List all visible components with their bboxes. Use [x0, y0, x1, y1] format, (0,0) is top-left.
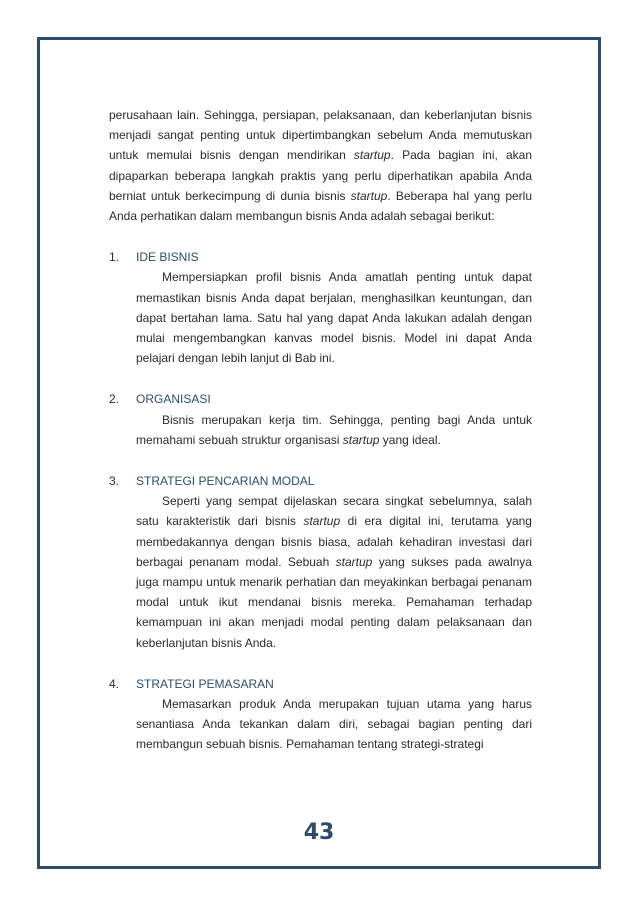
section-heading: IDE BISNIS [136, 250, 199, 265]
section-body [136, 410, 532, 450]
italic-term: startup [335, 554, 373, 569]
text-segment: Seperti yang sempat dijelaskan secara singkat sebelumnya, salah satu karakteristik dari bisnis [136, 494, 532, 529]
section-list [109, 247, 532, 754]
text-segment: perusahaan lain. Sehingga, persiapan, pelaksanaan, dan keberlanjutan bisnis menjadi sangat penting untuk dipertimbangkan sebelum Anda memutuskan untuk memulai bisnis dengan mendirikan [109, 108, 532, 163]
text-segment: Bisnis merupakan kerja tim. Sehingga, penting bagi Anda untuk memahami sebuah struktur organisasi [136, 412, 532, 447]
section-heading: STRATEGI PEMASARAN [136, 676, 274, 691]
list-section [109, 674, 532, 755]
section-number: 4. [109, 676, 120, 691]
section-heading: STRATEGI PENCARIAN MODAL [136, 474, 315, 489]
text-segment: yang sukses pada awalnya juga mampu untuk menarik perhatian dan meyakinkan berbagai penanam modal untuk ikut mendanai bisnis mereka. Pemahaman terhadap kemampuan ini akan menjadi modal penting dalam pelaksanaan dan keberlanjutan bisnis Anda. [136, 554, 532, 650]
list-section [109, 247, 532, 368]
text-segment: yang ideal. [379, 432, 441, 447]
section-body [136, 694, 532, 755]
section-body [136, 267, 532, 368]
section-number: 3. [109, 474, 120, 489]
section-body [136, 491, 532, 653]
page-number: 43 [303, 820, 335, 845]
italic-term: startup [303, 514, 341, 529]
intro-paragraph [109, 105, 532, 226]
page-content [109, 105, 532, 767]
italic-term: startup [350, 188, 388, 203]
list-section [109, 389, 532, 450]
section-number: 1. [109, 250, 120, 265]
text-segment: . Beberapa hal yang perlu Anda perhatikan dalam membangun bisnis Anda adalah sebagai berikut: [109, 188, 533, 224]
italic-term: startup [353, 148, 391, 163]
list-section [109, 471, 532, 653]
text-segment: Mempersiapkan profil bisnis Anda amatlah penting untuk dapat memastikan bisnis Anda dapat berjalan, menghasilkan keuntungan, dan dapat bertahan lama. Satu hal yang dapat Anda lakukan adalah dengan mulai mengembangkan kanvas model bisnis. Model ini dapat Anda pelajari dengan lebih lanjut di Bab ini. [136, 270, 532, 366]
text-segment: . Pada bagian ini, akan dipaparkan beberapa langkah praktis yang perlu diperhatikan apabila Anda berniat untuk berkecimpung di dunia bisnis [109, 148, 532, 203]
text-segment: Memasarkan produk Anda merupakan tujuan utama yang harus senantiasa Anda tekankan dalam diri, sebagai bagian penting dari membangun sebuah bisnis. Pemahaman tentang strategi-strategi [136, 697, 532, 752]
italic-term: startup [342, 432, 380, 447]
section-number: 2. [109, 392, 120, 407]
section-heading: ORGANISASI [136, 392, 211, 407]
text-segment: di era digital ini, terutama yang membedakannya dengan bisnis biasa, adalah kehadiran investasi dari berbagai penanam modal. Sebuah [136, 514, 532, 569]
